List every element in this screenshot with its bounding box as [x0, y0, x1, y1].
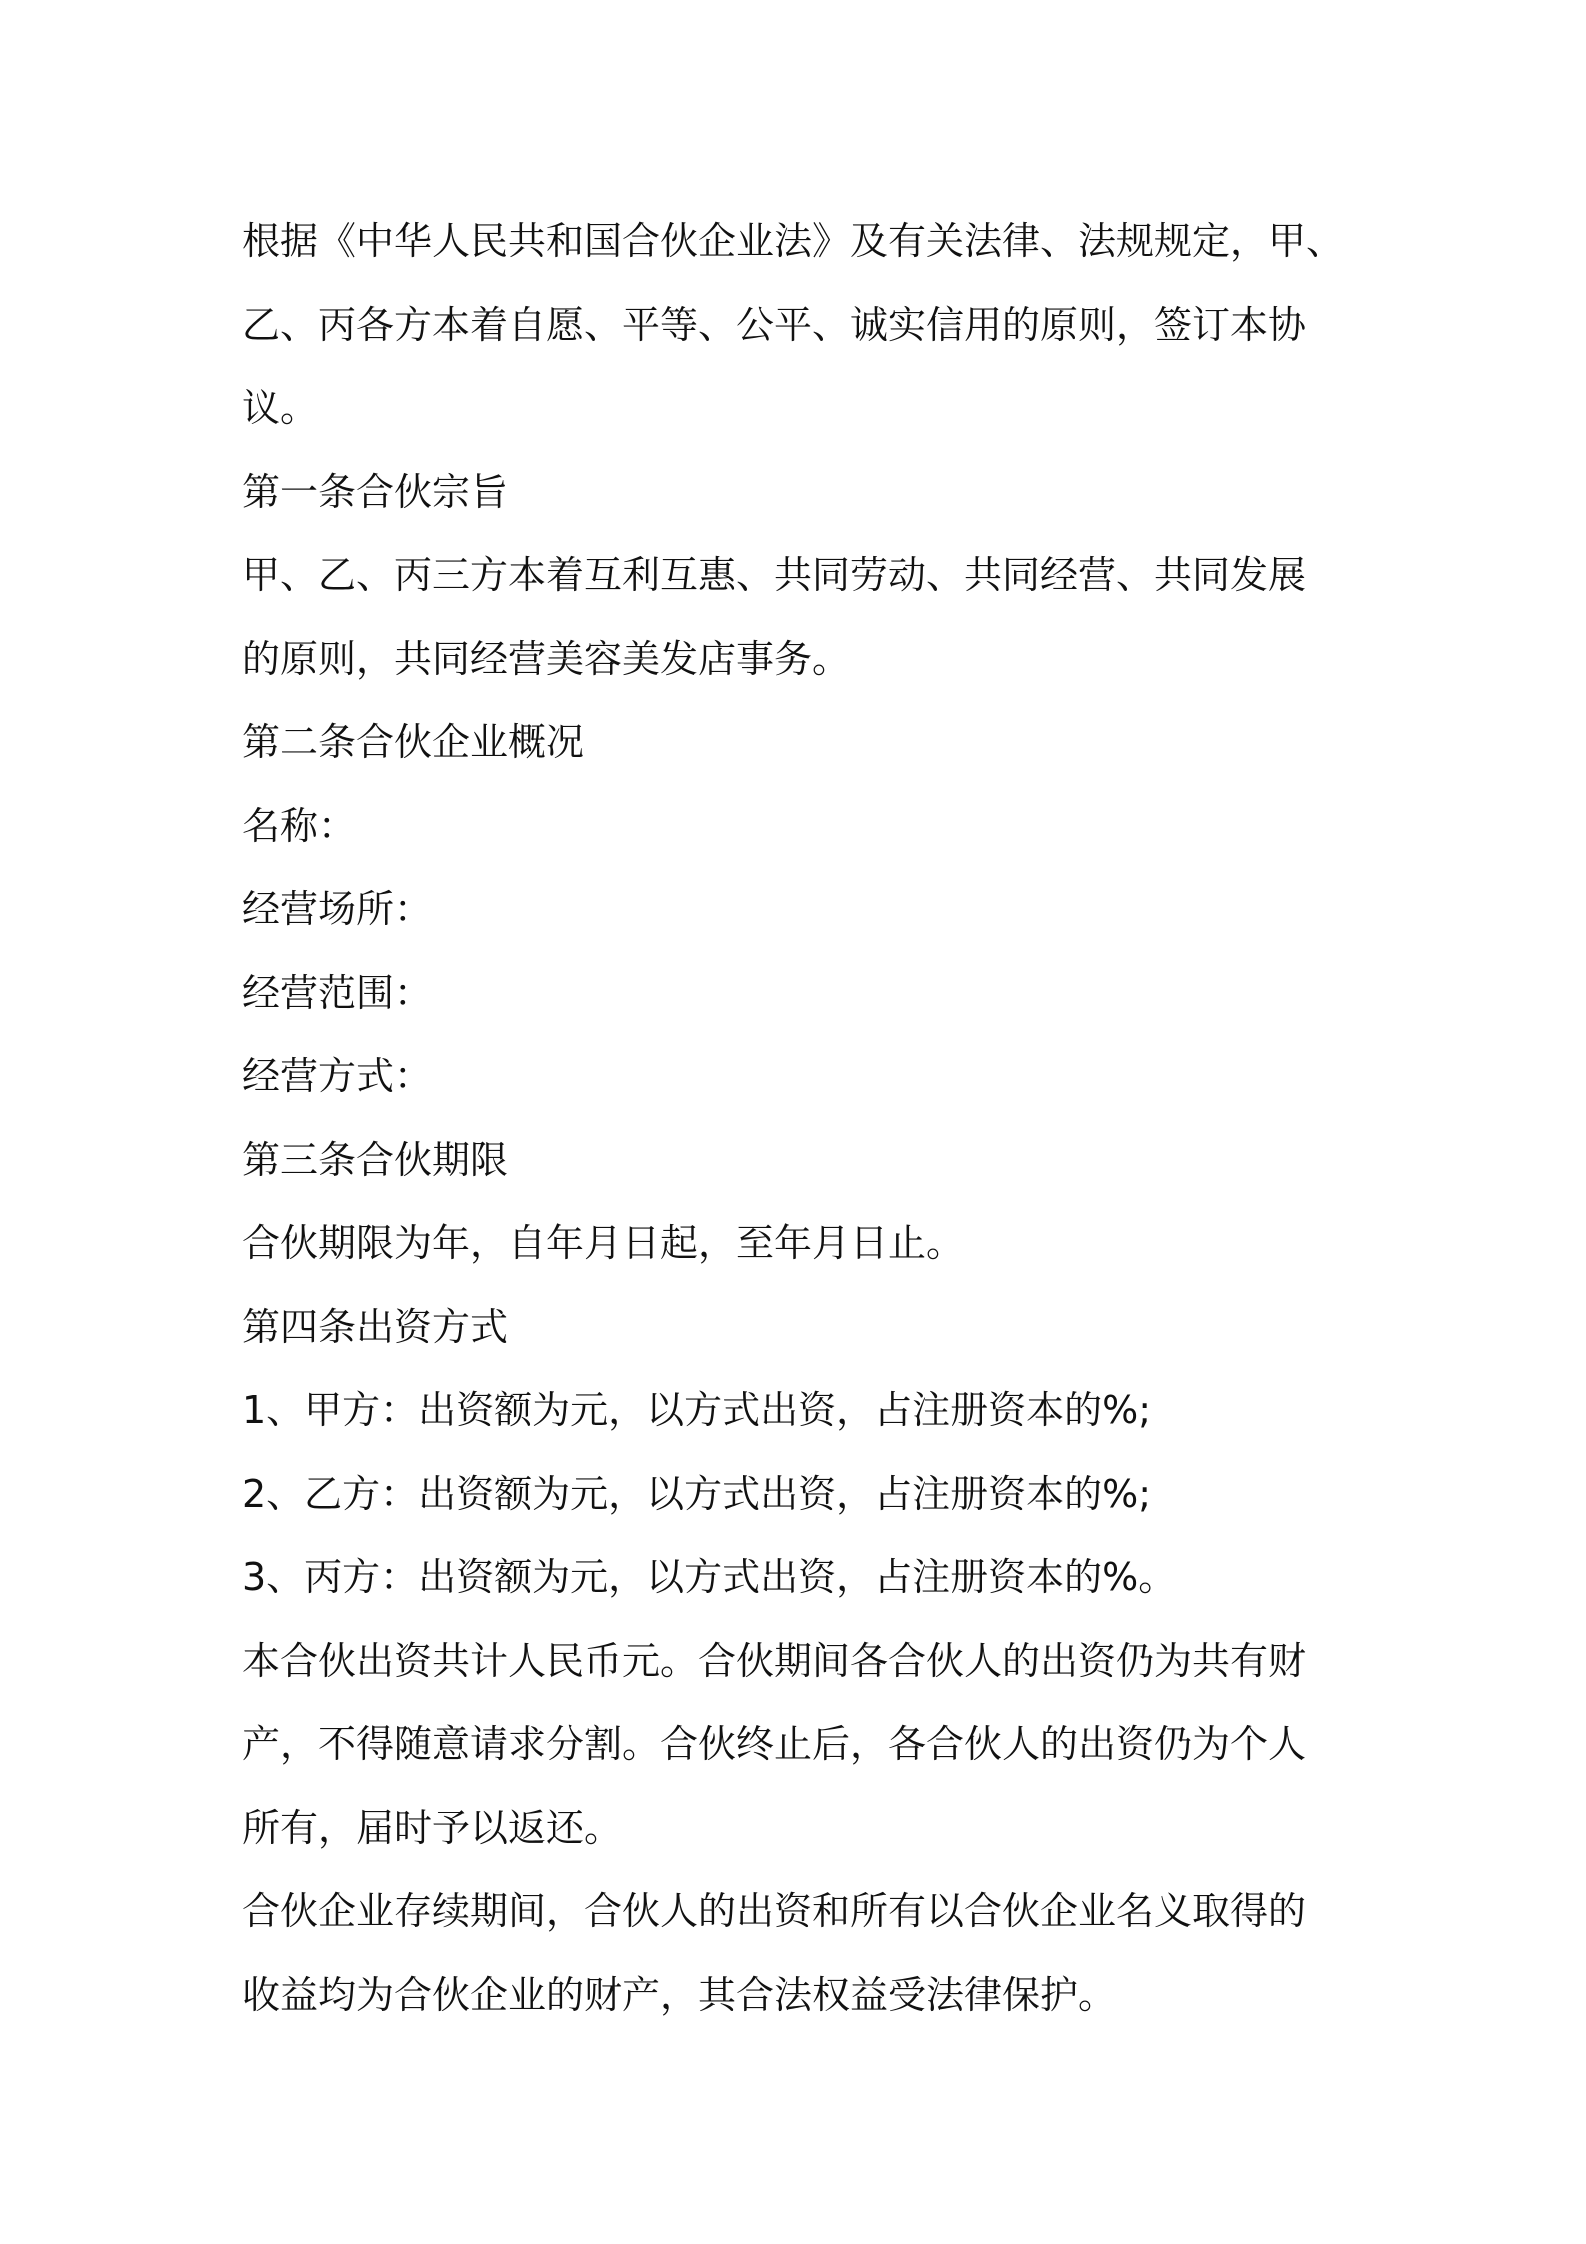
- enterprise-name-field: 名称：: [242, 803, 357, 848]
- article-3-heading: 第三条合伙期限: [242, 1137, 509, 1182]
- preamble-line-2: 乙、丙各方本着自愿、平等、公平、诚实信用的原则，签订本协: [242, 302, 1307, 347]
- contribution-total-line-2: 产，不得随意请求分割。合伙终止后，各合伙人的出资仍为个人: [242, 1722, 1307, 1766]
- partnership-term-text: 合伙期限为年，自年月日起，至年月日止。: [242, 1221, 965, 1265]
- contribution-item-party-c: 3、丙方：出资额为元，以方式出资，占注册资本的%。: [242, 1555, 1177, 1599]
- contribution-item-party-a: 1、甲方：出资额为元，以方式出资，占注册资本的%;: [242, 1388, 1152, 1432]
- business-scope-field: 经营范围：: [242, 970, 433, 1015]
- article-1-text-line-2: 的原则，共同经营美容美发店事务。: [242, 636, 851, 681]
- property-clause-line-2: 收益均为合伙企业的财产，其合法权益受法律保护。: [242, 1972, 1117, 2017]
- property-clause-line-1: 合伙企业存续期间，合伙人的出资和所有以合伙企业名义取得的: [242, 1889, 1307, 1933]
- article-1-text-line-1: 甲、乙、丙三方本着互利互惠、共同劳动、共同经营、共同发展: [242, 553, 1307, 597]
- article-1-heading: 第一条合伙宗旨: [242, 469, 509, 514]
- preamble-line-3: 议。: [242, 386, 319, 430]
- business-mode-field: 经营方式：: [242, 1054, 433, 1098]
- article-4-heading: 第四条出资方式: [242, 1304, 509, 1349]
- contribution-total-line-1: 本合伙出资共计人民币元。合伙期间各合伙人的出资仍为共有财: [242, 1638, 1307, 1683]
- preamble-line-1: 根据《中华人民共和国合伙企业法》及有关法律、法规规定，甲、: [242, 219, 1345, 263]
- business-location-field: 经营场所：: [242, 887, 433, 931]
- contribution-total-line-3: 所有，届时予以返还。: [242, 1805, 623, 1850]
- contribution-item-party-b: 2、乙方：出资额为元，以方式出资，占注册资本的%;: [242, 1471, 1152, 1516]
- article-2-heading: 第二条合伙企业概况: [242, 720, 585, 764]
- document-body: [242, 200, 1362, 2037]
